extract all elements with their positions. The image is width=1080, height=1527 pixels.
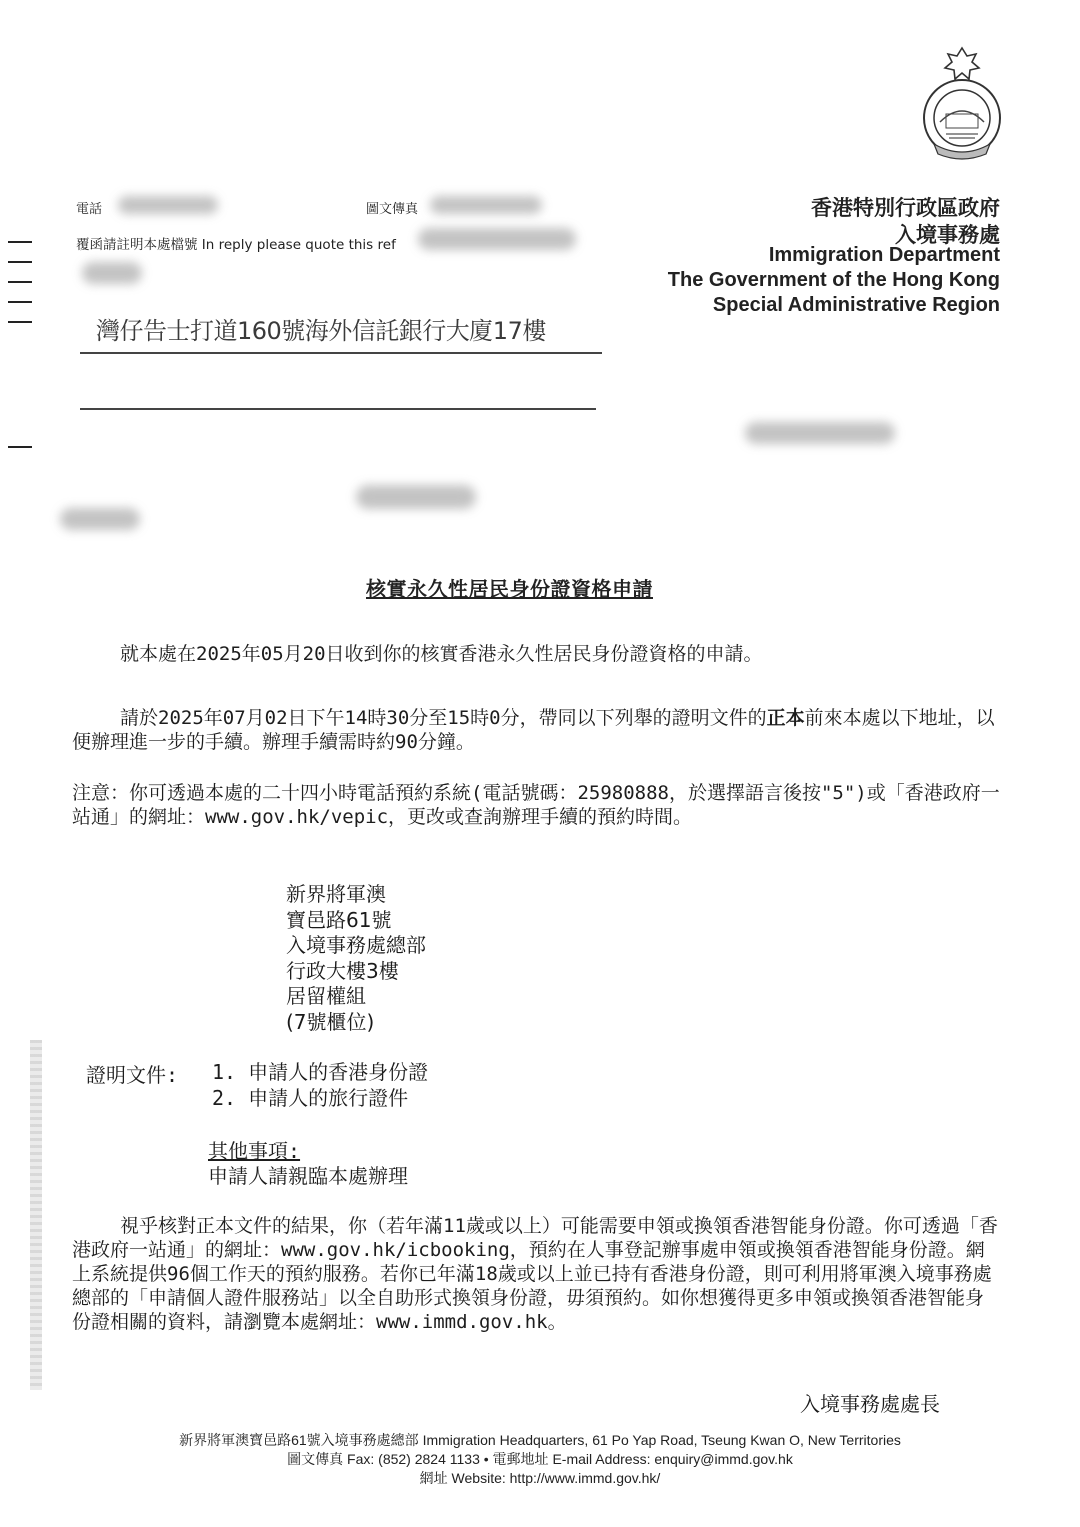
scan-artifact (30, 1040, 42, 1390)
document-item: 2. 申請人的旅行證件 (212, 1086, 409, 1110)
government-emblem (916, 44, 1008, 162)
footer-address: 新界將軍澳寶邑路61號入境事務處總部 Immigration Headquarters, 61 Po Yap Road, Tseung Kwan O, New Territories (179, 1432, 901, 1448)
redacted-fax (430, 196, 542, 214)
margin-mark (8, 261, 32, 263)
government-name-en-2: Special Administrative Region (712, 294, 1000, 316)
document-list (212, 1059, 428, 1111)
other-matters-text: 申請人請親臨本處辦理 (208, 1164, 408, 1188)
address-underline-2 (80, 408, 596, 410)
address-line: 新界將軍澳 (286, 882, 386, 906)
margin-mark (8, 281, 32, 283)
margin-mark (8, 446, 32, 448)
fax-label: 圖文傳真 (366, 202, 419, 217)
paragraph-smart-id: 視乎核對正本文件的結果，你（若年滿11歲或以上）可能需要申領或換領香港智能身份證。你可透過「香港政府一站通」的網址：www.gov.hk/icbooking，預約在人事登記辦事處申領或換領香港智能身份證。網上系統提供96個工作天的預約服務。若你已年滿18歲或以上並已持有香港身份證，則可利用將軍澳入境事務處總部的「申請個人證件服務站」以全自助形式換領身份證，毋須預約。如你想獲得更多申領或換領香港智能身份證相關的資料，請瀏覽本處網址：www.immd.gov.hk。 (72, 1215, 998, 1333)
tel-label: 電話 (76, 202, 103, 217)
documents-label: 證明文件: (86, 1063, 179, 1087)
margin-mark (8, 321, 32, 323)
recipient-address: 灣仔告士打道160號海外信託銀行大廈17樓 (96, 317, 546, 345)
other-matters-label: 其他事項: (208, 1139, 301, 1163)
department-name-zh: 入境事務處 (895, 223, 1000, 247)
redacted-recipient-name (82, 262, 142, 284)
address-line: 寶邑路61號 (286, 907, 392, 932)
redacted-block (60, 508, 140, 530)
footer-contact: 圖文傳真 Fax: (852) 2824 1133 • 電郵地址 E-mail Address: enquiry@immd.gov.hk (287, 1451, 793, 1467)
redacted-reference (418, 228, 576, 250)
address-line: 行政大樓3樓 (286, 958, 399, 983)
address-underline (80, 352, 602, 354)
address-line: (7號櫃位) (286, 1009, 375, 1034)
paragraph-notice: 注意：你可透過本處的二十四小時電話預約系統(電話號碼：25980888，於選擇語言後按"5")或「香港政府一站通」的網址：www.gov.hk/vepic，更改或查詢辦理手續的預約時間。 (72, 782, 1000, 828)
department-name-en: Immigration Department (768, 244, 1000, 266)
original-emphasis: 正本 (766, 707, 805, 729)
address-line: 入境事務處總部 (286, 933, 426, 957)
government-name-zh: 香港特別行政區政府 (811, 196, 1000, 220)
paragraph-received: 就本處在2025年05月20日收到你的核實香港永久性居民身份證資格的申請。 (120, 643, 763, 665)
redacted-tel (118, 196, 218, 214)
paragraph-appointment (72, 706, 1002, 754)
redacted-block (745, 422, 895, 444)
office-address (286, 882, 426, 1035)
letter-subject: 核實永久性居民身份證資格申請 (366, 577, 653, 601)
signature-title: 入境事務處處長 (800, 1392, 940, 1416)
document-item: 1. 申請人的香港身份證 (212, 1060, 429, 1084)
appointment-text-continued: 前來本處以下地址，以便辦理進一步的手續。辦理手續需時約90分鐘。 (72, 707, 995, 753)
address-line: 居留權組 (286, 984, 366, 1008)
footer-website: 網址 Website: http://www.immd.gov.hk/ (419, 1470, 661, 1486)
margin-mark (8, 241, 32, 243)
government-name-en-1: The Government of the Hong Kong (667, 269, 1000, 291)
appointment-text: 請於2025年07月02日下午14時30分至15時0分，帶同以下列舉的證明文件的 (120, 707, 767, 729)
redacted-block (356, 485, 476, 509)
margin-mark (8, 301, 32, 303)
reference-label: 覆函請註明本處檔號 In reply please quote this ref (76, 237, 396, 253)
